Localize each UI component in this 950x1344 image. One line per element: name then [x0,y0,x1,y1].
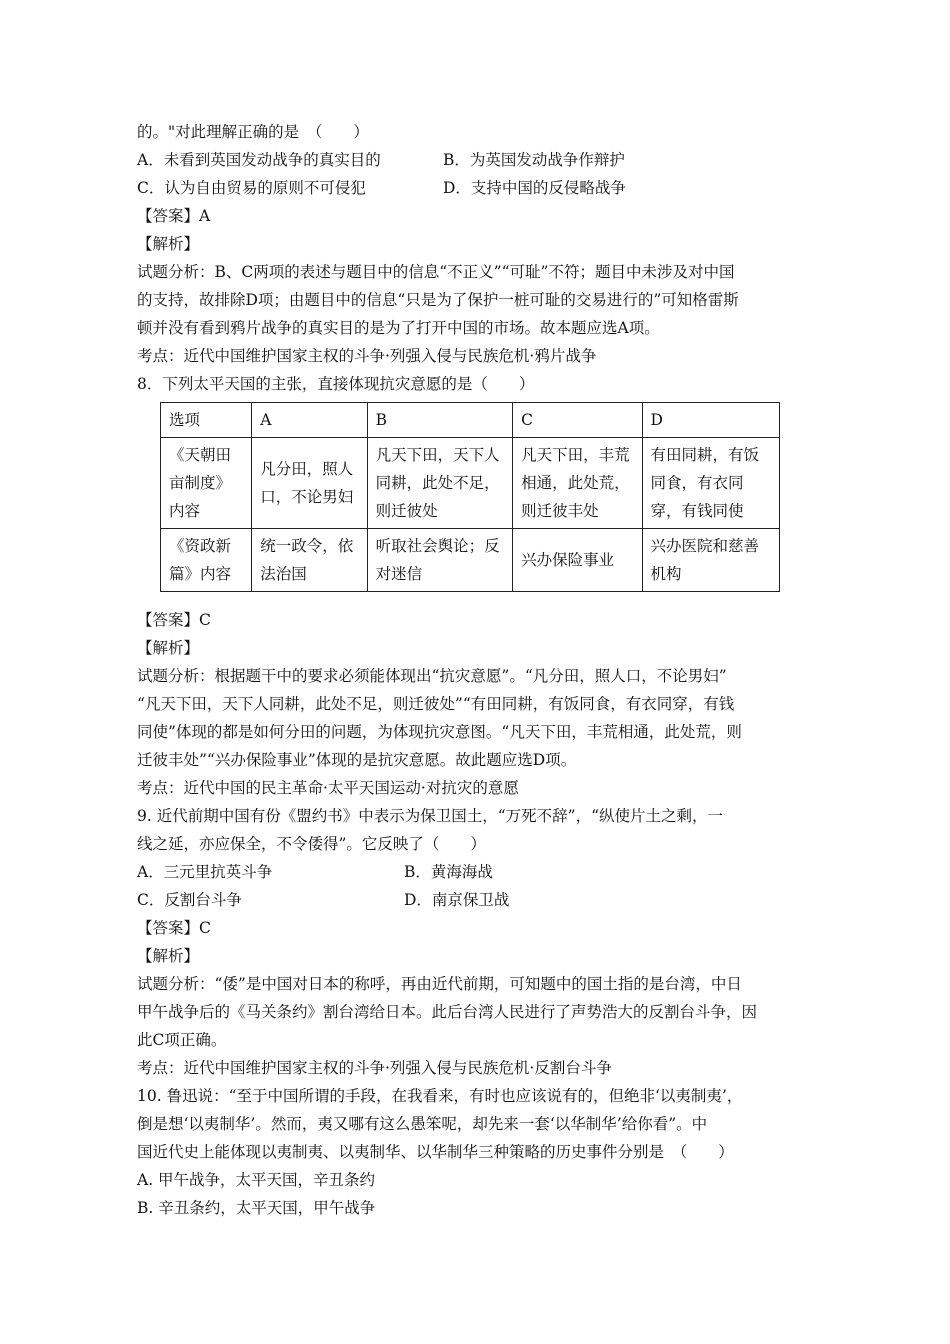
q7-option-d: D．支持中国的反侵略战争 [443,179,626,197]
q7-stem-end: 的。"对此理解正确的是 （ ） [137,123,369,141]
table-header-row [161,403,780,438]
q9-analysis-line: 试题分析：“倭”是中国对日本的称呼，再由近代前期，可知题中的国土指的是台湾，中日 [137,975,742,993]
table-header-cell: C [513,403,642,438]
table-row-label: 《天朝田亩制度》内容 [161,438,252,529]
q7-answer: 【答案】A [137,207,211,225]
q8-analysis-line: 同使”体现的都是如何分田的问题，为体现抗灾意图。“凡天下田，丰荒相通，此处荒，则 [137,723,742,741]
q7-analysis-line: 的支持，故排除D项；由题目中的信息“只是为了保护一桩可耻的交易进行的”可知格雷斯 [137,291,739,309]
q9-option-b: B．黄海海战 [404,863,493,881]
q10-option-b: B. 辛丑条约，太平天国，甲午战争 [137,1199,376,1217]
q9-analysis-line: 甲午战争后的《马关条约》割台湾给日本。此后台湾人民进行了声势浩大的反割台斗争，因 [137,1003,758,1021]
q10-stem-line: 国近代史上能体现以夷制夷、以夷制华、以华制华三种策略的历史事件分别是 （ ） [137,1143,734,1161]
q9-option-c: C．反割台斗争 [137,891,242,909]
q8-answer: 【答案】C [137,611,211,629]
q9-option-d: D．南京保卫战 [404,891,510,909]
q10-stem-line: 倒是想‘以夷制华’。然而，夷又哪有这么愚笨呢，却先来一套‘以华制华’给你看”。中 [137,1115,708,1133]
table-row-label: 《资政新篇》内容 [161,529,252,592]
q9-stem-line: 线之延，亦应保全，不令倭得”。它反映了（ ） [137,835,486,853]
q8-analysis-label: 【解析】 [137,639,200,657]
q9-analysis-label: 【解析】 [137,947,200,965]
q8-options-table [160,402,780,592]
q8-analysis-line: 迁彼丰处”“兴办保险事业”体现的是抗灾意愿。故此题应选D项。 [137,751,577,769]
q10-stem-line: 10. 鲁迅说：“至于中国所谓的手段，在我看来，有时也应该说有的，但绝非‘以夷制夷’， [137,1087,743,1105]
table-cell: 兴办医院和慈善机构 [642,529,779,592]
table-cell: 统一政令，依法治国 [252,529,367,592]
q8-analysis-line: 试题分析：根据题干中的要求必须能体现出“抗灾意愿”。“凡分田，照人口，不论男妇” [137,667,727,685]
q7-option-b: B．为英国发动战争作辩护 [443,151,625,169]
q9-analysis-line: 此C项正确。 [137,1031,227,1049]
q7-option-a: A．未看到英国发动战争的真实目的 [137,151,381,169]
q7-analysis-line: 顿并没有看到鸦片战争的真实目的是为了打开中国的市场。故本题应选A项。 [137,319,660,337]
q9-kaodian: 考点：近代中国维护国家主权的斗争·列强入侵与民族危机·反割台斗争 [137,1059,612,1077]
q9-option-a: A．三元里抗英斗争 [137,863,273,881]
q8-kaodian: 考点：近代中国的民主革命·太平天国运动·对抗灾的意愿 [137,779,519,797]
table-cell: 凡分田，照人口，不论男妇 [252,438,367,529]
table-cell: 有田同耕，有饭同食，有衣同穿，有钱同使 [642,438,779,529]
q7-option-c: C．认为自由贸易的原则不可侵犯 [137,179,366,197]
table-header-cell: A [252,403,367,438]
table-header-cell: 选项 [161,403,252,438]
table-header-cell: D [642,403,779,438]
q7-analysis-label: 【解析】 [137,235,200,253]
table-header-cell: B [367,403,512,438]
q10-option-a: A. 甲午战争，太平天国，辛丑条约 [137,1171,376,1189]
q8-stem: 8．下列太平天国的主张，直接体现抗灾意愿的是（ ） [137,375,535,393]
table-cell: 凡天下田，天下人同耕，此处不足，则迁彼处 [367,438,512,529]
table-cell: 凡天下田，丰荒相通，此处荒，则迁彼丰处 [513,438,642,529]
table-row [161,438,780,529]
table-cell: 兴办保险事业 [513,529,642,592]
q9-stem-line: 9. 近代前期中国有份《盟约书》中表示为保卫国土，“万死不辞”，“纵使片土之剩，一 [137,807,723,825]
q9-answer: 【答案】C [137,919,211,937]
q7-kaodian: 考点：近代中国维护国家主权的斗争·列强入侵与民族危机·鸦片战争 [137,347,597,365]
q8-analysis-line: “凡天下田，天下人同耕，此处不足，则迁彼处”“有田同耕，有饭同食，有衣同穿，有钱 [137,695,735,713]
q7-analysis-line: 试题分析：B、C两项的表述与题目中的信息“不正义”“可耻”不符；题目中未涉及对中国 [137,263,735,281]
table-cell: 听取社会舆论；反对迷信 [367,529,512,592]
table-row [161,529,780,592]
